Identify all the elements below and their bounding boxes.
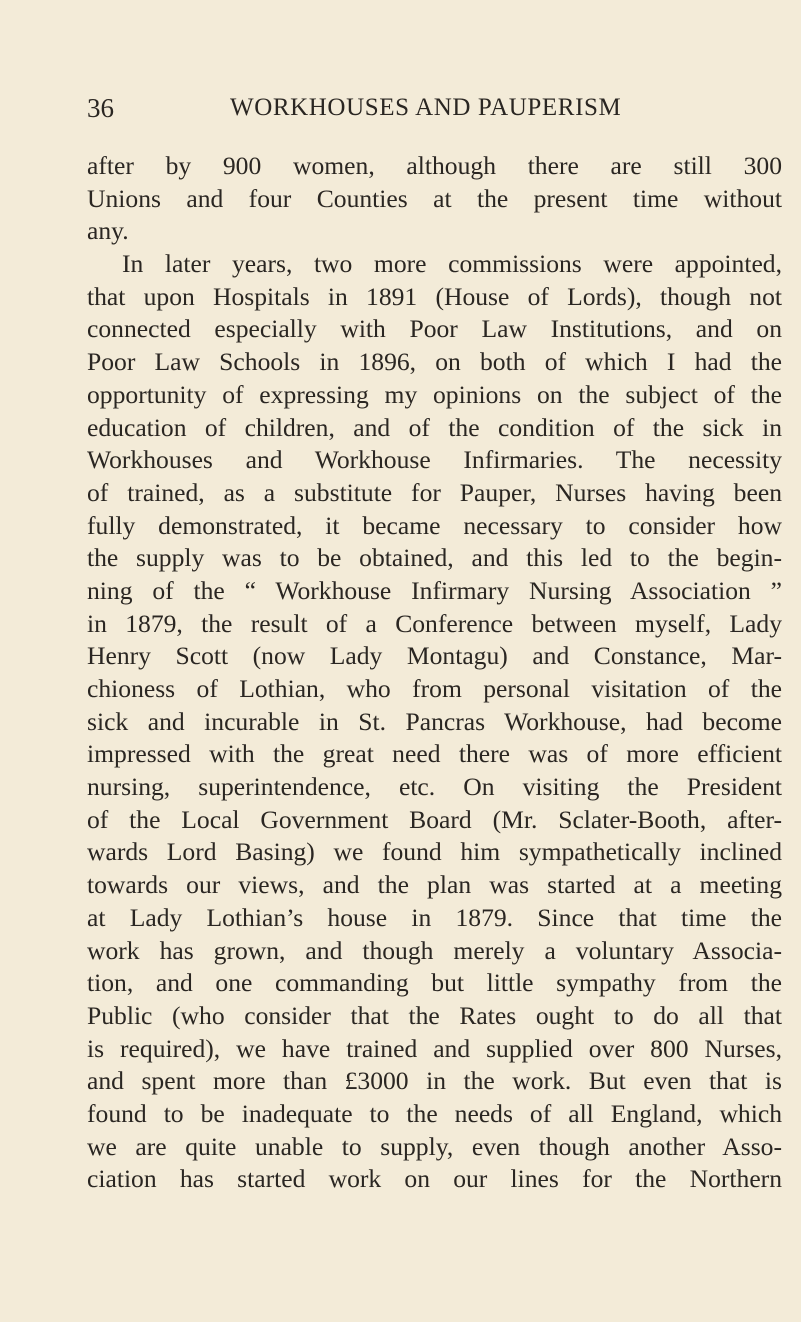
text-line: and spent more than £3000 in the work. But even that is — [87, 1066, 782, 1096]
body-text — [87, 150, 782, 1196]
text-line: Workhouses and Workhouse Infirmaries. The necessity — [87, 445, 782, 475]
text-line: connected especially with Poor Law Institutions, and on — [87, 314, 782, 344]
text-line: of trained, as a substitute for Pauper, Nurses having been — [87, 477, 782, 507]
text-line: wards Lord Basing) we found him sympathetically inclined — [87, 837, 782, 867]
text-line: we are quite unable to supply, even though another Asso- — [87, 1131, 782, 1161]
text-line: fully demonstrated, it became necessary to consider how — [87, 510, 782, 540]
text-line: any. — [87, 216, 129, 246]
text-line: the supply was to be obtained, and this led to the begin- — [87, 543, 782, 573]
text-line: education of children, and of the condition of the sick in — [87, 412, 782, 442]
text-line: nursing, superintendence, etc. On visiting the President — [87, 772, 782, 802]
text-line: ning of the “ Workhouse Infirmary Nursing Association ” — [87, 575, 782, 605]
text-line: Henry Scott (now Lady Montagu) and Constance, Mar- — [87, 641, 782, 671]
text-line: in 1879, the result of a Conference between myself, Lady — [87, 608, 782, 638]
text-line: In later years, two more commissions were appointed, — [122, 249, 782, 279]
page-number: 36 — [87, 93, 114, 123]
text-line: Public (who consider that the Rates ought to do all that — [87, 1000, 782, 1030]
text-line: Poor Law Schools in 1896, on both of which I had the — [87, 347, 782, 377]
text-line: towards our views, and the plan was started at a meeting — [87, 870, 782, 900]
text-line: at Lady Lothian’s house in 1879. Since that time the — [87, 902, 782, 932]
text-line: work has grown, and though merely a voluntary Associa- — [87, 935, 782, 965]
running-title: WORKHOUSES AND PAUPERISM — [230, 94, 622, 121]
text-line: is required), we have trained and supplied over 800 Nurses, — [87, 1033, 782, 1063]
text-line: after by 900 women, although there are still 300 — [87, 151, 782, 180]
text-line: impressed with the great need there was of more efficient — [87, 739, 782, 769]
text-line: found to be inadequate to the needs of all England, which — [87, 1098, 782, 1128]
text-line: of the Local Government Board (Mr. Sclater-Booth, after- — [87, 804, 782, 834]
text-line: sick and incurable in St. Pancras Workhouse, had become — [87, 706, 782, 736]
text-line: that upon Hospitals in 1891 (House of Lords), though not — [87, 281, 782, 311]
text-line: ciation has started work on our lines for the Northern — [87, 1164, 782, 1194]
running-head — [87, 88, 697, 128]
text-line: tion, and one commanding but little sympathy from the — [87, 968, 782, 998]
text-line: chioness of Lothian, who from personal visitation of the — [87, 674, 782, 703]
text-line: Unions and four Counties at the present time without — [87, 183, 782, 213]
text-line: opportunity of expressing my opinions on the subject of the — [87, 379, 782, 409]
